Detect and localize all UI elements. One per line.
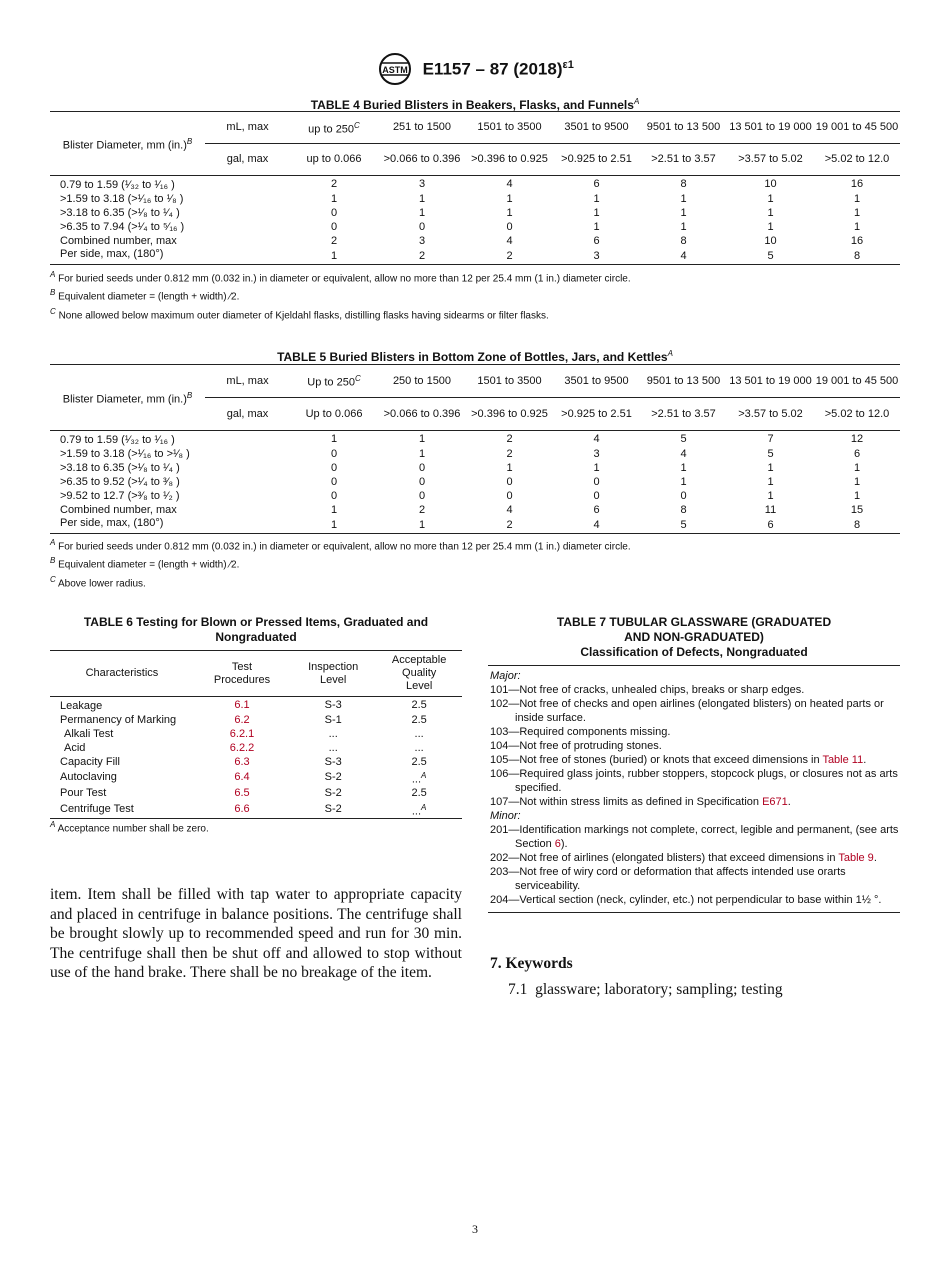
table4-gal-range: >0.925 to 2.51 bbox=[553, 144, 640, 176]
cell-value: 5 bbox=[767, 249, 774, 262]
cell-value: 0 bbox=[330, 461, 338, 474]
table5-body bbox=[50, 431, 900, 534]
table4-gal-label: gal, max bbox=[205, 144, 290, 176]
cell-value: 0 bbox=[506, 475, 513, 488]
table4-gal-range: up to 0.066 bbox=[290, 144, 378, 176]
table6-body bbox=[50, 697, 462, 819]
table4-ml-range: 9501 to 13 500 bbox=[640, 112, 727, 144]
table6-header-level: Inspection Level bbox=[290, 651, 376, 697]
cross-reference-link[interactable]: Table 11 bbox=[822, 754, 864, 766]
row-label: >3.18 to 6.35 (>¹⁄₈ to ¹⁄₄ ) bbox=[60, 461, 180, 474]
row-label: >3.18 to 6.35 (>¹⁄₈ to ¹⁄₄ ) bbox=[60, 206, 180, 219]
procedure-link[interactable]: 6.5 bbox=[234, 787, 250, 800]
table-row bbox=[50, 503, 900, 517]
table-row bbox=[50, 713, 462, 727]
cell-value: 10 bbox=[764, 234, 777, 247]
table5-ml-range: 3501 to 9500 bbox=[553, 365, 640, 398]
aql-value: ... bbox=[414, 741, 424, 754]
cell-value: 0 bbox=[330, 489, 338, 502]
cell-value: 1 bbox=[680, 206, 687, 219]
cell-value: 0 bbox=[330, 220, 338, 233]
cell-value: 0 bbox=[330, 206, 338, 219]
row-label: Per side, max, (180°) bbox=[60, 517, 164, 529]
procedure-link[interactable]: 6.1 bbox=[234, 698, 250, 711]
characteristic-name: Alkali Test bbox=[64, 727, 114, 740]
defect-item: 202—Not free of airlines (elongated blisters) that exceed dimensions in Table 9. bbox=[490, 852, 877, 864]
cell-value: 4 bbox=[593, 518, 600, 531]
aql-value: 2.5 bbox=[411, 713, 427, 726]
cell-value: 0 bbox=[593, 475, 600, 488]
table-row bbox=[50, 447, 900, 461]
cell-value: 1 bbox=[853, 192, 861, 205]
cell-value: 15 bbox=[850, 503, 864, 516]
row-label: >6.35 to 7.94 (>¹⁄₄ to ⁵⁄₁₆ ) bbox=[60, 220, 185, 233]
procedure-link[interactable]: 6.2.1 bbox=[229, 727, 255, 740]
designation-text: E1157 – 87 (2018) bbox=[422, 59, 563, 79]
defect-item: 201—Identification markings not complete, correct, legible and permanent, (see arts Section 6). bbox=[490, 824, 899, 850]
table5-gal-range: >0.396 to 0.925 bbox=[466, 398, 553, 431]
cell-value: 1 bbox=[506, 206, 513, 219]
table5-ml-range: 9501 to 13 500 bbox=[640, 365, 727, 398]
cell-value: 1 bbox=[853, 475, 861, 488]
cell-value: 1 bbox=[330, 432, 338, 445]
inspection-level: S-3 bbox=[324, 698, 342, 711]
row-label: >6.35 to 9.52 (>¹⁄₄ to ³⁄₈ ) bbox=[60, 475, 180, 488]
cell-value: 0 bbox=[330, 447, 338, 460]
document-header bbox=[0, 52, 950, 86]
cell-value: 6 bbox=[853, 447, 861, 460]
table4-footnotes bbox=[50, 268, 910, 323]
table5-gal-range: >2.51 to 3.57 bbox=[640, 398, 727, 431]
procedure-link[interactable]: 6.3 bbox=[234, 755, 250, 768]
procedure-link[interactable]: 6.2.2 bbox=[229, 741, 255, 754]
defect-item: 107—Not within stress limits as defined in Specification E671. bbox=[490, 796, 791, 808]
cell-value: 8 bbox=[680, 234, 687, 247]
characteristic-name: Capacity Fill bbox=[60, 755, 120, 768]
cell-value: 0 bbox=[506, 220, 513, 233]
cell-value: 1 bbox=[853, 206, 861, 219]
cell-value: 4 bbox=[680, 249, 687, 262]
cell-value: 2 bbox=[418, 249, 426, 262]
document-designation bbox=[423, 59, 574, 80]
cell-value: 8 bbox=[680, 177, 687, 190]
table-row bbox=[50, 461, 900, 475]
table6-header-aql: Acceptable Quality Level bbox=[376, 651, 462, 697]
cell-value: 1 bbox=[767, 489, 774, 502]
characteristic-name: Leakage bbox=[60, 700, 103, 712]
row-label: Combined number, max bbox=[60, 234, 177, 247]
table5-ml-range: Up to $250^C$ bbox=[290, 365, 378, 398]
cell-value: 16 bbox=[850, 177, 864, 190]
table6-footnote: $^A$ Acceptance number shall be zero. bbox=[50, 820, 209, 835]
cell-value: 4 bbox=[506, 177, 513, 190]
table4-ml-range: 251 to 1500 bbox=[378, 112, 466, 144]
table5-ml-range: 19 001 to 45 500 bbox=[814, 365, 900, 398]
table5-footnotes bbox=[50, 536, 910, 591]
epsilon-mark: ε1 bbox=[562, 58, 574, 71]
cell-value: 1 bbox=[593, 192, 600, 205]
cell-value: 1 bbox=[506, 461, 513, 474]
cell-value: 1 bbox=[418, 432, 426, 445]
cell-value: 6 bbox=[593, 177, 600, 190]
table4-ml-label: mL, max bbox=[205, 112, 290, 144]
cell-value: 16 bbox=[850, 234, 864, 247]
row-label: >1.59 to 3.18 (>¹⁄₁₆ to ¹⁄₈ ) bbox=[60, 192, 184, 205]
table5-ml-label: mL, max bbox=[205, 365, 290, 398]
cell-value: 1 bbox=[767, 206, 774, 219]
defect-item: 204—Vertical section (neck, cylinder, etc.) not perpendicular to base within 1½ °. bbox=[490, 894, 882, 906]
table5-gal-range: >5.02 to 12.0 bbox=[814, 398, 900, 431]
table-row bbox=[50, 517, 900, 534]
cell-value: 7 bbox=[767, 432, 774, 445]
aql-value: ...$^A$ bbox=[411, 771, 427, 786]
table-row bbox=[50, 697, 462, 714]
astm-logo-icon bbox=[376, 52, 414, 86]
logo-text: ASTM bbox=[382, 65, 408, 75]
table6-caption: TABLE 6 Testing for Blown or Pressed Items, Graduated and Nongraduated bbox=[83, 615, 429, 644]
inspection-level: S-2 bbox=[324, 787, 342, 800]
table-row bbox=[50, 741, 462, 755]
table5-footnote-a: $^A$ For buried seeds under 0.812 mm (0.032 in.) in diameter or equivalent, allow no more than 12 per 25.4 mm (1 in.) diameter circle. bbox=[50, 538, 631, 553]
cell-value: 2 bbox=[506, 249, 513, 262]
cell-value: 1 bbox=[680, 220, 687, 233]
cell-value: 8 bbox=[853, 518, 861, 531]
defect-item: 105—Not free of stones (buried) or knots that exceed dimensions in Table 11. bbox=[490, 754, 867, 766]
table7-defects-list bbox=[488, 665, 900, 913]
cell-value: 1 bbox=[593, 461, 600, 474]
cell-value: 3 bbox=[418, 177, 426, 190]
major-label: Major: bbox=[490, 670, 521, 682]
cell-value: 1 bbox=[767, 461, 774, 474]
cell-value: 0 bbox=[418, 475, 426, 488]
cell-value: 11 bbox=[764, 503, 777, 516]
cell-value: 6 bbox=[593, 234, 600, 247]
table-row bbox=[50, 755, 462, 769]
table5-footnote-c: $^C$ Above lower radius. bbox=[50, 574, 146, 589]
table4-gal-range: >5.02 to 12.0 bbox=[814, 144, 900, 176]
table-row bbox=[50, 248, 900, 265]
table4-footnote-b: $^B$ Equivalent diameter = (length + width) ⁄2. bbox=[50, 288, 240, 303]
characteristic-name: Autoclaving bbox=[60, 771, 117, 784]
inspection-level: S-2 bbox=[324, 802, 342, 815]
table5-ml-range: 250 to 1500 bbox=[378, 365, 466, 398]
cell-value: 2 bbox=[506, 447, 513, 460]
characteristic-name: Acid bbox=[64, 741, 86, 754]
cell-value: 1 bbox=[767, 220, 774, 233]
cell-value: 0 bbox=[418, 220, 426, 233]
inspection-level: S-2 bbox=[324, 771, 342, 784]
cell-value: 2 bbox=[330, 234, 338, 247]
table4-gal-range: >0.396 to 0.925 bbox=[466, 144, 553, 176]
cell-value: 6 bbox=[593, 503, 600, 516]
cell-value: 1 bbox=[593, 220, 600, 233]
cell-value: 4 bbox=[506, 503, 513, 516]
cell-value: 5 bbox=[680, 432, 687, 445]
inspection-level: ... bbox=[328, 741, 338, 754]
cell-value: 8 bbox=[853, 249, 861, 262]
cross-reference-link[interactable]: Table 9 bbox=[838, 852, 874, 864]
procedure-link[interactable]: 6.4 bbox=[234, 771, 250, 784]
row-label: Per side, max, (180°) bbox=[60, 248, 164, 260]
table6-header-procedures: Test Procedures bbox=[194, 651, 290, 697]
table-row bbox=[50, 489, 900, 503]
cell-value: 0 bbox=[506, 489, 513, 502]
table-row bbox=[50, 234, 900, 248]
table4-footnote-a: $^A$ For buried seeds under 0.812 mm (0.032 in.) in diameter or equivalent, allow no more than 12 per 25.4 mm (1 in.) diameter circle. bbox=[50, 270, 631, 285]
cell-value: 3 bbox=[418, 234, 426, 247]
table-row bbox=[50, 769, 462, 787]
cell-value: 1 bbox=[680, 475, 687, 488]
cell-value: 2 bbox=[418, 503, 426, 516]
cell-value: 1 bbox=[506, 192, 513, 205]
aql-value: 2.5 bbox=[411, 755, 427, 768]
table4-gal-range: >3.57 to 5.02 bbox=[727, 144, 814, 176]
minor-list bbox=[488, 823, 900, 907]
row-label: 0.79 to 1.59 (¹⁄₃₂ to ¹⁄₁₆ ) bbox=[60, 434, 175, 446]
table4-ml-range: 13 501 to 19 000 bbox=[727, 112, 814, 144]
aql-value: ...$^A$ bbox=[411, 802, 427, 818]
procedure-link[interactable]: 6.2 bbox=[234, 713, 250, 726]
table-row bbox=[50, 801, 462, 819]
procedure-link[interactable]: 6.6 bbox=[234, 802, 250, 815]
table-row bbox=[50, 192, 900, 206]
row-label: >1.59 to 3.18 (>¹⁄₁₆ to >¹⁄₈ ) bbox=[60, 447, 190, 460]
table-row bbox=[50, 431, 900, 448]
table5-gal-range: Up to 0.066 bbox=[290, 398, 378, 431]
cell-value: 1 bbox=[418, 206, 426, 219]
cell-value: 1 bbox=[853, 489, 861, 502]
table-row bbox=[50, 727, 462, 741]
cell-value: 1 bbox=[853, 461, 861, 474]
table4 bbox=[50, 111, 900, 265]
table-row bbox=[50, 787, 462, 801]
aql-value: ... bbox=[414, 727, 424, 740]
inspection-level: S-1 bbox=[324, 713, 342, 726]
cell-value: 8 bbox=[680, 503, 687, 516]
cell-value: 1 bbox=[330, 518, 338, 531]
cell-value: 3 bbox=[593, 447, 600, 460]
inspection-level: ... bbox=[328, 727, 338, 740]
defect-item: 203—Not free of wiry cord or deformation that affects intended use orarts serviceability. bbox=[490, 866, 846, 892]
cell-value: 1 bbox=[418, 518, 426, 531]
table4-ml-range: 3501 to 9500 bbox=[553, 112, 640, 144]
defect-item: 101—Not free of cracks, unhealed chips, breaks or sharp edges. bbox=[490, 684, 805, 696]
defect-item: 104—Not free of protruding stones. bbox=[490, 740, 662, 752]
cell-value: 1 bbox=[418, 192, 426, 205]
cell-value: 1 bbox=[680, 461, 687, 474]
cell-value: 1 bbox=[680, 192, 687, 205]
cell-value: 4 bbox=[680, 447, 687, 460]
row-label: 0.79 to 1.59 (¹⁄₃₂ to ¹⁄₁₆ ) bbox=[60, 179, 175, 191]
table5-gal-range: >3.57 to 5.02 bbox=[727, 398, 814, 431]
cell-value: 10 bbox=[764, 177, 777, 190]
cell-value: 5 bbox=[767, 447, 774, 460]
table5-gal-range: >0.925 to 2.51 bbox=[553, 398, 640, 431]
cell-value: 0 bbox=[593, 489, 600, 502]
row-label: Combined number, max bbox=[60, 503, 177, 516]
characteristic-name: Centrifuge Test bbox=[60, 802, 134, 815]
characteristic-name: Pour Test bbox=[60, 787, 107, 800]
cell-value: 1 bbox=[330, 192, 338, 205]
cell-value: 1 bbox=[593, 206, 600, 219]
cell-value: 1 bbox=[853, 220, 861, 233]
table4-body bbox=[50, 176, 900, 265]
table-row bbox=[50, 475, 900, 489]
table5-footnote-b: $^B$ Equivalent diameter = (length + width) ⁄2. bbox=[50, 556, 240, 571]
cell-value: 0 bbox=[330, 475, 338, 488]
defect-item: 106—Required glass joints, rubber stoppers, stopcock plugs, or closures not as arts specified. bbox=[490, 768, 898, 794]
table-row bbox=[50, 176, 900, 193]
cell-value: 1 bbox=[330, 503, 338, 516]
table4-row-label: Blister Diameter, mm $(in.)^B$ bbox=[50, 112, 205, 176]
centrifuge-paragraph: item. Item shall be filled with tap water to appropriate capacity and placed in centrifuge in balance positions. The centrifuge shall be brought slowly up to recommended speed and run for 30 min. The centrifuge shall then be shut off and allowed to stop without use of the hand brake. There shall be no breakage of the item. bbox=[50, 886, 462, 981]
cell-value: 1 bbox=[767, 475, 774, 488]
defect-item: 103—Required components missing. bbox=[490, 726, 671, 738]
cell-value: 0 bbox=[418, 489, 426, 502]
table5-ml-range: 13 501 to 19 000 bbox=[727, 365, 814, 398]
table4-ml-range: 1501 to 3500 bbox=[466, 112, 553, 144]
table-row bbox=[50, 220, 900, 234]
section-heading-keywords: 7. Keywords bbox=[490, 955, 573, 972]
cell-value: 12 bbox=[850, 432, 864, 445]
cell-value: 1 bbox=[418, 447, 426, 460]
cell-value: 1 bbox=[330, 249, 338, 262]
cross-reference-link[interactable]: 6 bbox=[554, 838, 561, 850]
table-row bbox=[50, 206, 900, 220]
table5-gal-label: gal, max bbox=[205, 398, 290, 431]
table6 bbox=[50, 650, 462, 819]
page-number: 3 bbox=[472, 1222, 478, 1236]
table6-header-characteristics: Characteristics bbox=[50, 651, 194, 697]
cell-value: 2 bbox=[330, 177, 338, 190]
major-list bbox=[488, 683, 900, 809]
cell-value: 3 bbox=[593, 249, 600, 262]
table4-gal-range: >0.066 to 0.396 bbox=[378, 144, 466, 176]
table5-row-label: Blister Diameter, mm $(in.)^B$ bbox=[50, 365, 205, 431]
cell-value: 6 bbox=[767, 518, 774, 531]
table5-gal-range: >0.066 to 0.396 bbox=[378, 398, 466, 431]
cell-value: 2 bbox=[506, 432, 513, 445]
cell-value: 4 bbox=[593, 432, 600, 445]
minor-label: Minor: bbox=[490, 810, 521, 822]
cross-reference-link[interactable]: E671 bbox=[762, 796, 788, 808]
aql-value: 2.5 bbox=[411, 698, 427, 711]
cell-value: 0 bbox=[418, 461, 426, 474]
aql-value: 2.5 bbox=[411, 787, 427, 800]
inspection-level: S-3 bbox=[324, 755, 342, 768]
row-label: >9.52 to 12.7 (>³⁄₈ to ¹⁄₂ ) bbox=[60, 489, 180, 502]
table4-caption: TABLE 4 Buried Blisters in Beakers, Flasks, and Funnels$^A$ bbox=[310, 97, 640, 112]
table7-caption: TABLE 7 TUBULAR GLASSWARE (GRADUATED AND NON-GRADUATED) Classification of Defects, Nongraduated bbox=[556, 615, 832, 659]
table4-ml-range: 19 001 to 45 500 bbox=[814, 112, 900, 144]
cell-value: 1 bbox=[767, 192, 774, 205]
cell-value: 5 bbox=[680, 518, 687, 531]
table5 bbox=[50, 364, 900, 534]
table5-caption: TABLE 5 Buried Blisters in Bottom Zone of Bottles, Jars, and Kettles$^A$ bbox=[277, 349, 673, 364]
keywords-text: 7.1 glassware; laboratory; sampling; testing bbox=[508, 981, 783, 998]
cell-value: 2 bbox=[506, 518, 513, 531]
table4-gal-range: >2.51 to 3.57 bbox=[640, 144, 727, 176]
table4-footnote-c: $^C$ None allowed below maximum outer diameter of Kjeldahl flasks, distilling flasks having sidearms or filter flasks. bbox=[50, 306, 549, 321]
characteristic-name: Permanency of Marking bbox=[60, 713, 177, 726]
defect-item: 102—Not free of checks and open airlines (elongated blisters) on heated parts or inside surface. bbox=[490, 698, 884, 724]
table5-ml-range: 1501 to 3500 bbox=[466, 365, 553, 398]
table4-ml-range: up to $250^C$ bbox=[290, 112, 378, 144]
cell-value: 0 bbox=[680, 489, 687, 502]
cell-value: 4 bbox=[506, 234, 513, 247]
